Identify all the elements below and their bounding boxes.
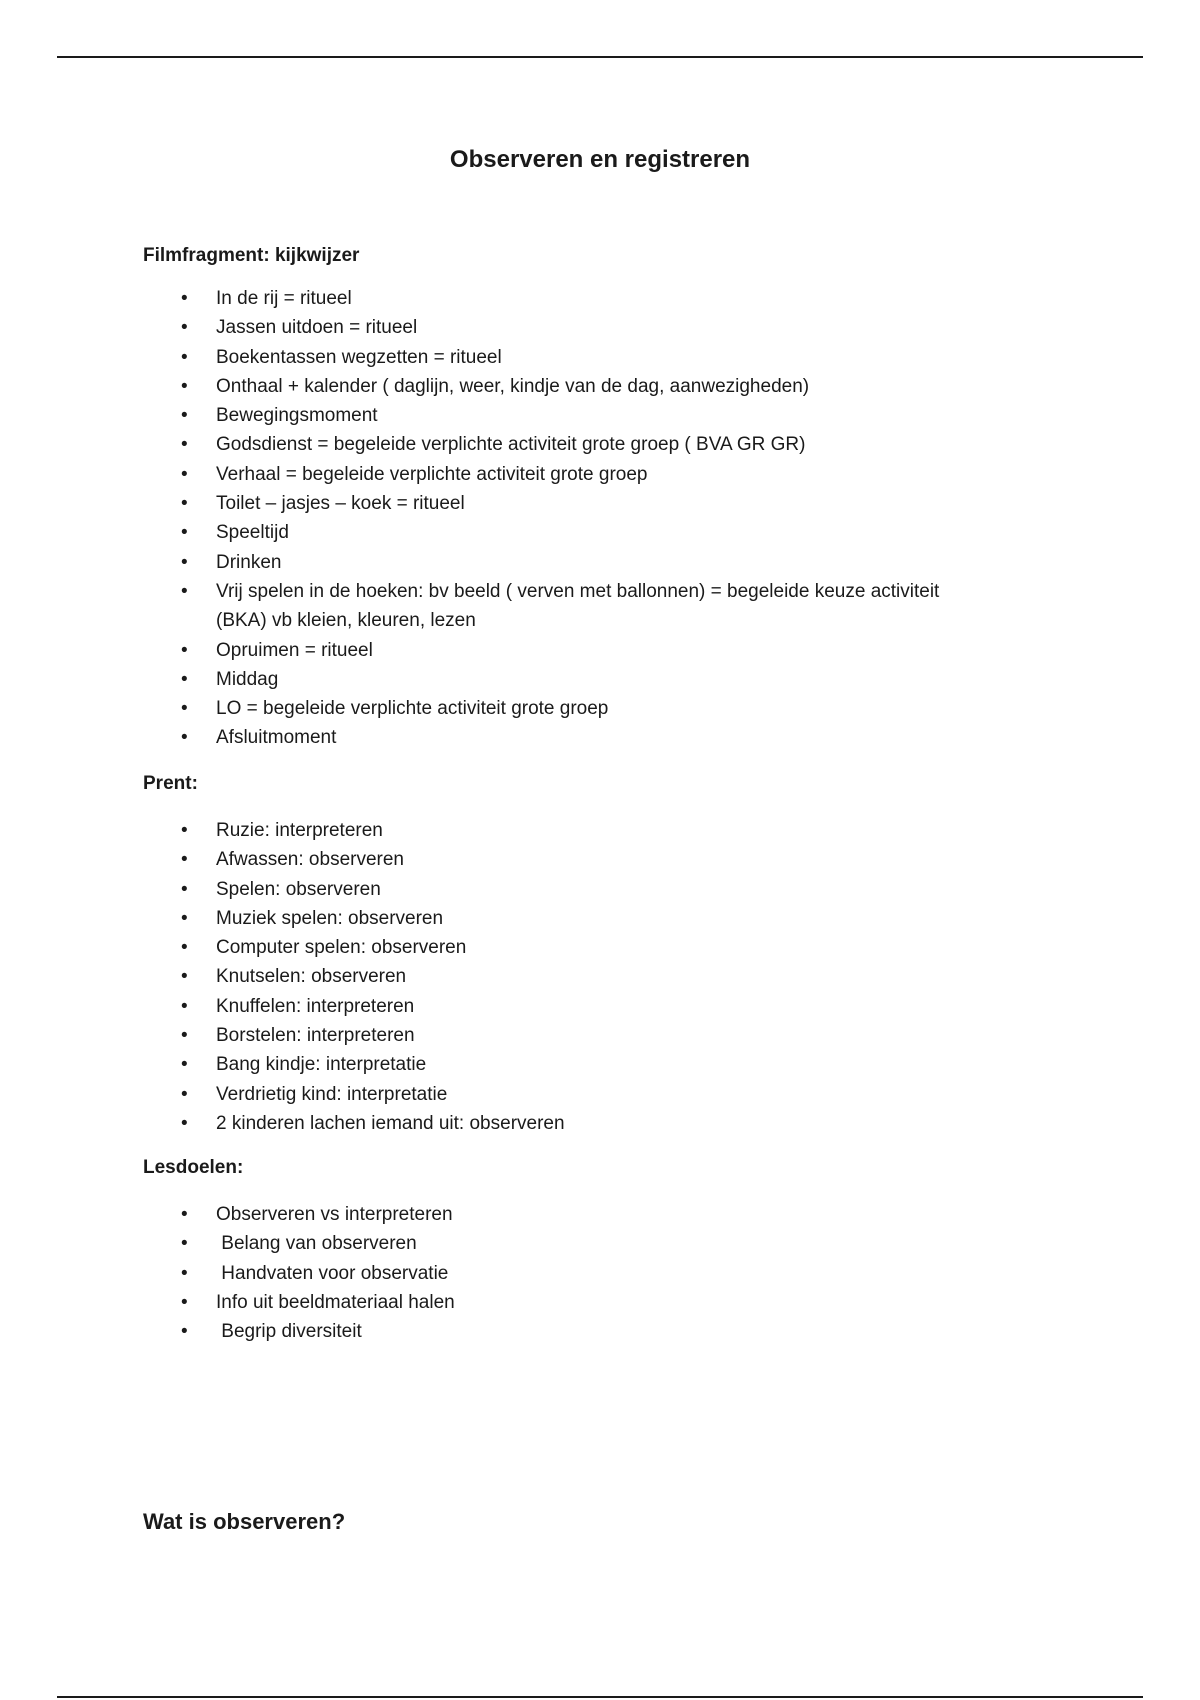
- page-title: Observeren en registreren: [449, 146, 751, 173]
- bottom-rule: [57, 1696, 1143, 1698]
- list-item: • Handvaten voor observatie: [143, 1259, 1103, 1288]
- list-item: • Onthaal + kalender ( daglijn, weer, kindje van de dag, aanwezigheden): [143, 372, 1103, 401]
- list-item: • Toilet – jasjes – koek = ritueel: [143, 489, 1103, 518]
- list-item: • Spelen: observeren: [143, 875, 1103, 904]
- list-item: • Borstelen: interpreteren: [143, 1021, 1103, 1050]
- list-item: • Observeren vs interpreteren: [143, 1200, 1103, 1229]
- list-item: • Boekentassen wegzetten = ritueel: [143, 343, 1103, 372]
- bullet-icon: •: [181, 375, 188, 397]
- bullet-icon: •: [181, 551, 188, 573]
- bullet-icon: •: [181, 995, 188, 1017]
- list-item: • 2 kinderen lachen iemand uit: observeren: [143, 1109, 1103, 1138]
- list-item: • Begrip diversiteit: [143, 1317, 1103, 1346]
- bullet-icon: •: [181, 317, 188, 339]
- list-item: • Speeltijd: [143, 518, 1103, 547]
- list-item: • Opruimen = ritueel: [143, 636, 1103, 665]
- bullet-icon: •: [181, 493, 188, 515]
- bullet-icon: •: [181, 580, 188, 602]
- list-item: • Godsdienst = begeleide verplichte activiteit grote groep ( BVA GR GR): [143, 430, 1103, 459]
- list-item: • Muziek spelen: observeren: [143, 904, 1103, 933]
- bullet-icon: •: [181, 639, 188, 661]
- list-item: • Middag: [143, 665, 1103, 694]
- bullet-icon: •: [181, 1112, 188, 1134]
- section-lesdoelen: [143, 1156, 1103, 1346]
- bullet-icon: •: [181, 966, 188, 988]
- bullet-icon: •: [181, 522, 188, 544]
- bullet-list: [143, 284, 1103, 753]
- bullet-icon: •: [181, 727, 188, 749]
- bullet-icon: •: [181, 434, 188, 456]
- list-item: • Info uit beeldmateriaal halen: [143, 1288, 1103, 1317]
- list-item: • Afwassen: observeren: [143, 845, 1103, 874]
- bullet-icon: •: [181, 907, 188, 929]
- list-item: • Vrij spelen in de hoeken: bv beeld ( verven met ballonnen) = begeleide keuze activiteit (BKA) vb kleien, kleuren, lezen: [143, 577, 1103, 636]
- bullet-icon: •: [181, 849, 188, 871]
- bullet-icon: •: [181, 1083, 188, 1105]
- section-heading: Filmfragment: kijkwijzer: [143, 245, 360, 266]
- bullet-icon: •: [181, 698, 188, 720]
- bullet-icon: •: [181, 878, 188, 900]
- bullet-icon: •: [181, 405, 188, 427]
- list-item: • Verdrietig kind: interpretatie: [143, 1080, 1103, 1109]
- section-heading: Prent:: [143, 773, 198, 794]
- list-item: • Afsluitmoment: [143, 723, 1103, 752]
- list-item: • Drinken: [143, 548, 1103, 577]
- list-item: • In de rij = ritueel: [143, 284, 1103, 313]
- bullet-icon: •: [181, 937, 188, 959]
- list-item: • Bang kindje: interpretatie: [143, 1050, 1103, 1079]
- bullet-icon: •: [181, 668, 188, 690]
- bullet-list: [143, 1200, 1103, 1346]
- list-item: • LO = begeleide verplichte activiteit grote groep: [143, 694, 1103, 723]
- section-closing: [143, 1509, 1103, 1535]
- bullet-icon: •: [181, 820, 188, 841]
- bullet-icon: •: [181, 346, 188, 368]
- bullet-icon: •: [181, 1291, 188, 1313]
- bullet-icon: •: [181, 1233, 188, 1255]
- section-prent: [143, 772, 1103, 1138]
- section-filmfragment: [143, 244, 1103, 753]
- bullet-list: [143, 816, 1103, 1138]
- top-rule: [57, 56, 1143, 58]
- bullet-icon: •: [181, 1262, 188, 1284]
- list-item: • Bewegingsmoment: [143, 401, 1103, 430]
- closing-heading: Wat is observeren?: [143, 1509, 346, 1534]
- list-item: • Ruzie: interpreteren: [143, 816, 1103, 845]
- section-heading: Lesdoelen:: [143, 1157, 244, 1178]
- list-item: • Knuffelen: interpreteren: [143, 992, 1103, 1021]
- bullet-icon: •: [181, 288, 188, 309]
- list-item: • Belang van observeren: [143, 1229, 1103, 1258]
- bullet-icon: •: [181, 463, 188, 485]
- list-item: • Verhaal = begeleide verplichte activiteit grote groep: [143, 460, 1103, 489]
- list-item: • Computer spelen: observeren: [143, 933, 1103, 962]
- bullet-icon: •: [181, 1054, 188, 1076]
- list-item: • Knutselen: observeren: [143, 962, 1103, 991]
- list-item: • Jassen uitdoen = ritueel: [143, 313, 1103, 342]
- bullet-icon: •: [181, 1204, 188, 1225]
- bullet-icon: •: [181, 1321, 188, 1343]
- bullet-icon: •: [181, 1025, 188, 1047]
